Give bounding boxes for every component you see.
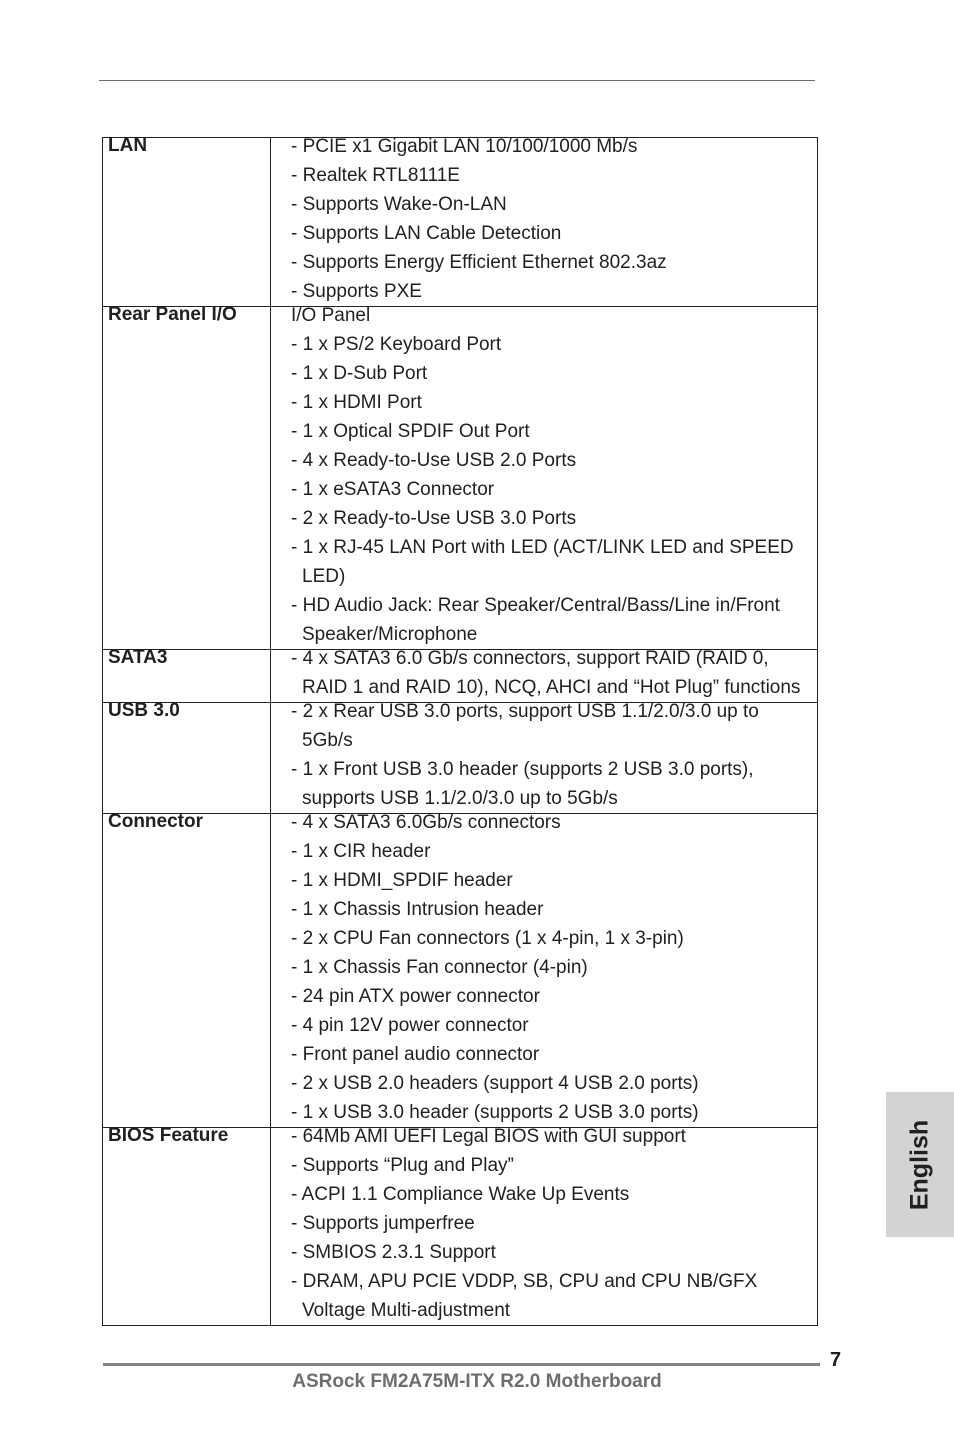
spec-line: - 4 x SATA3 6.0Gb/s connectors (291, 812, 561, 833)
spec-line: - Realtek RTL8111E (291, 165, 460, 186)
page-number: 7 (830, 1349, 842, 1371)
spec-line: - Supports Energy Efficient Ethernet 802.3az (291, 252, 667, 273)
spec-line: - Supports Wake-On-LAN (291, 194, 507, 215)
spec-value-cell (271, 650, 818, 703)
spec-row (103, 814, 818, 1128)
spec-line: - Supports LAN Cable Detection (291, 223, 562, 244)
spec-label-cell (103, 700, 271, 814)
spec-label: Rear Panel I/O (108, 304, 237, 325)
spec-line: - 1 x D-Sub Port (291, 363, 428, 384)
spec-line: - Front panel audio connector (291, 1044, 540, 1065)
spec-line: - 4 x Ready-to-Use USB 2.0 Ports (291, 450, 577, 471)
spec-line: - Supports jumperfree (291, 1213, 475, 1234)
spec-label: LAN (108, 135, 148, 156)
language-tab-label: English (905, 1119, 934, 1210)
spec-label-cell (103, 1125, 271, 1326)
spec-line: supports USB 1.1/2.0/3.0 up to 5Gb/s (302, 788, 618, 809)
footer-text: ASRock FM2A75M-ITX R2.0 Motherboard (292, 1371, 662, 1392)
spec-line: - 1 x RJ-45 LAN Port with LED (ACT/LINK LED and SPEED (291, 537, 794, 558)
spec-line: - SMBIOS 2.3.1 Support (291, 1242, 496, 1263)
spec-line: - 1 x Chassis Fan connector (4-pin) (291, 957, 588, 978)
spec-line: - 1 x Front USB 3.0 header (supports 2 USB 3.0 ports), (291, 759, 754, 780)
language-tab (886, 1092, 954, 1237)
spec-line: - 24 pin ATX power connector (291, 986, 540, 1007)
spec-line: - ACPI 1.1 Compliance Wake Up Events (291, 1184, 630, 1205)
spec-row (103, 650, 818, 703)
spec-line: - 4 x SATA3 6.0 Gb/s connectors, support RAID (RAID 0, (291, 648, 769, 669)
spec-line: - DRAM, APU PCIE VDDP, SB, CPU and CPU NB/GFX (291, 1271, 758, 1292)
spec-line: Speaker/Microphone (302, 624, 478, 645)
spec-label-cell (103, 647, 271, 703)
spec-line: 5Gb/s (302, 730, 353, 751)
spec-label: Connector (108, 811, 203, 832)
spec-line: - HD Audio Jack: Rear Speaker/Central/Bass/Line in/Front (291, 595, 780, 616)
spec-line: - 1 x HDMI Port (291, 392, 422, 413)
spec-line: - Supports PXE (291, 281, 422, 302)
spec-value-cell (271, 814, 818, 1128)
spec-row (103, 703, 818, 814)
spec-line: - 2 x USB 2.0 headers (support 4 USB 2.0 ports) (291, 1073, 699, 1094)
spec-label-cell (103, 304, 271, 650)
spec-line: - PCIE x1 Gigabit LAN 10/100/1000 Mb/s (291, 136, 638, 157)
spec-line: - 1 x Chassis Intrusion header (291, 899, 544, 920)
bottom-divider (103, 1363, 820, 1366)
spec-line: - 1 x USB 3.0 header (supports 2 USB 3.0 ports) (291, 1102, 699, 1123)
spec-line: - 1 x eSATA3 Connector (291, 479, 495, 500)
spec-line: - 1 x PS/2 Keyboard Port (291, 334, 502, 355)
spec-line: - 1 x CIR header (291, 841, 431, 862)
spec-line: - Supports “Plug and Play” (291, 1155, 514, 1176)
spec-line: Voltage Multi-adjustment (302, 1300, 511, 1321)
spec-label: BIOS Feature (108, 1125, 229, 1146)
spec-line: - 4 pin 12V power connector (291, 1015, 529, 1036)
spec-line: I/O Panel (291, 305, 371, 326)
spec-label-cell (103, 811, 271, 1128)
spec-label: USB 3.0 (108, 700, 180, 721)
specification-table-body (103, 135, 818, 1326)
spec-line: RAID 1 and RAID 10), NCQ, AHCI and “Hot Plug” functions (302, 677, 801, 698)
spec-label: SATA3 (108, 647, 168, 668)
spec-line: - 2 x Ready-to-Use USB 3.0 Ports (291, 508, 577, 529)
spec-line: - 64Mb AMI UEFI Legal BIOS with GUI support (291, 1126, 686, 1147)
spec-label-cell (103, 135, 271, 307)
spec-value-cell (271, 703, 818, 814)
spec-value-cell (271, 1128, 818, 1326)
spec-line: - 1 x HDMI_SPDIF header (291, 870, 513, 891)
top-divider (99, 80, 815, 81)
spec-row (103, 1128, 818, 1326)
spec-value-cell (271, 138, 818, 307)
spec-value-cell (271, 307, 818, 650)
spec-line: - 2 x CPU Fan connectors (1 x 4-pin, 1 x 3-pin) (291, 928, 684, 949)
spec-line: LED) (302, 566, 346, 587)
spec-row (103, 138, 818, 307)
footer-title (0, 1371, 954, 1393)
spec-line: - 1 x Optical SPDIF Out Port (291, 421, 530, 442)
spec-row (103, 307, 818, 650)
spec-line: - 2 x Rear USB 3.0 ports, support USB 1.1/2.0/3.0 up to (291, 701, 759, 722)
specification-table (102, 137, 818, 1326)
